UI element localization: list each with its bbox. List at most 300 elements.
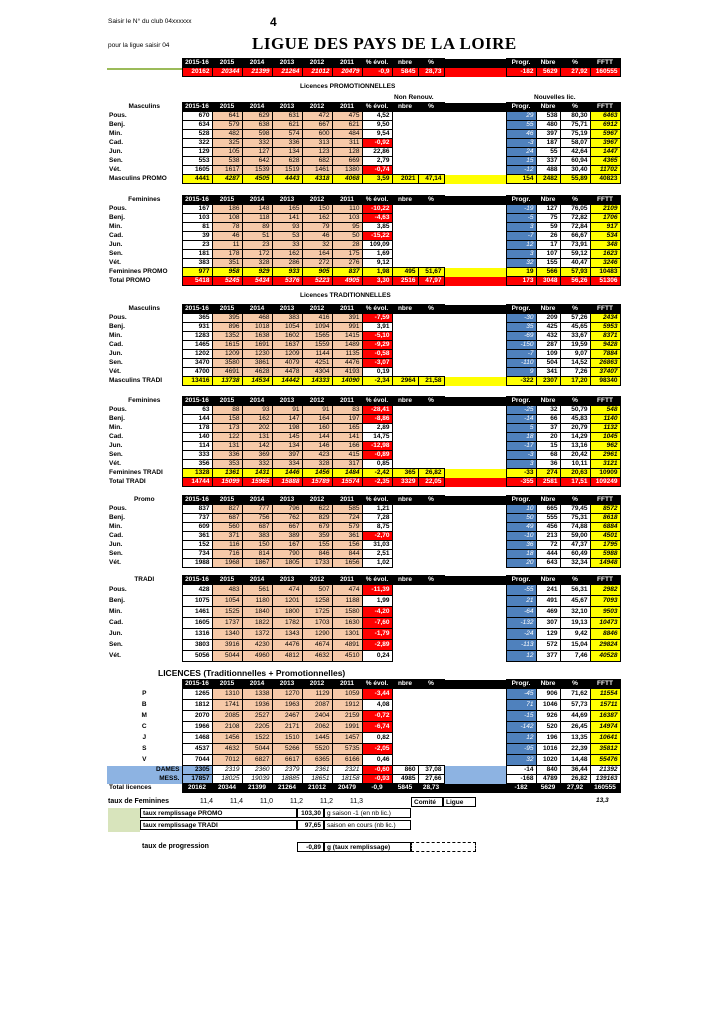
- cell-5: 144: [302, 433, 332, 442]
- cell-12: 72,82: [560, 214, 590, 223]
- cell-5: 2012: [302, 496, 332, 505]
- cell-11: 643: [536, 559, 560, 568]
- cell-9: [418, 415, 444, 424]
- all-licences-table-header: [107, 680, 620, 689]
- cell-1: 63: [182, 406, 212, 415]
- cell-7: -0,72: [362, 711, 392, 722]
- cell-4: 2013: [272, 576, 302, 585]
- cell-12: 42,64: [560, 148, 590, 157]
- cell-2: 351: [212, 259, 242, 268]
- cell-2: 186: [212, 205, 242, 214]
- promo-fem-table-row: [107, 214, 620, 223]
- cell-12: 47,37: [560, 541, 590, 550]
- cell-7: 2,89: [362, 424, 392, 433]
- cell-11: 480: [536, 121, 560, 130]
- tradi-sum-table-row: [107, 618, 620, 629]
- cell-7: 1,99: [362, 596, 392, 607]
- promo-sum-table-row: [107, 550, 620, 559]
- cell-13: 51306: [590, 277, 620, 286]
- cell-2: 11: [212, 241, 242, 250]
- cell-0: Benj.: [109, 514, 125, 521]
- cell-3: 328: [242, 259, 272, 268]
- tradi-masc-table-row: [107, 368, 620, 377]
- cell-6: 311: [332, 139, 362, 148]
- cell-1: 734: [182, 550, 212, 559]
- all-licences-table-row: [107, 733, 620, 744]
- cell-13: 11554: [590, 689, 620, 700]
- cell-13: 10641: [590, 733, 620, 744]
- cell-9: %: [418, 305, 444, 314]
- cell-8: 2021: [392, 175, 418, 184]
- cell-5: 272: [302, 259, 332, 268]
- cell-0: Masculins: [107, 103, 182, 112]
- cell-6: 1301: [332, 629, 362, 640]
- cell-8: [392, 514, 418, 523]
- cell-0: TRADI: [107, 576, 182, 585]
- cell-4: 1510: [272, 733, 302, 744]
- cell-0: Cad.: [109, 619, 124, 626]
- cell-2: 2108: [212, 722, 242, 733]
- cell-1: 2015-16: [182, 103, 212, 112]
- taux-tradi-note: saison en cours (nb lic.): [324, 820, 411, 830]
- cell-10: -110: [506, 359, 536, 368]
- cell-8: [392, 166, 418, 175]
- cell-5: 2012: [302, 103, 332, 112]
- cell-6: 4510: [332, 651, 362, 662]
- cell-4: 53: [272, 232, 302, 241]
- cell-10: -168: [506, 775, 536, 784]
- cell-11: 2307: [536, 377, 560, 386]
- cell-13: 917: [590, 223, 620, 232]
- cell-11: 469: [536, 607, 560, 618]
- cell-0: Cad.: [109, 341, 124, 348]
- cell-7: 8,75: [362, 523, 392, 532]
- tradi-fem-table-total: [107, 469, 620, 478]
- all-licences-table-mess: [107, 775, 620, 784]
- cell-7: % évol.: [362, 397, 392, 406]
- cell-5: 1733: [302, 559, 332, 568]
- cell-6: 484: [332, 130, 362, 139]
- cell-13: 37407: [590, 368, 620, 377]
- cell-0: M: [141, 712, 147, 719]
- cell-10: -15: [506, 711, 536, 722]
- cell-2: 2015: [212, 496, 242, 505]
- cell-6: 1415: [332, 332, 362, 341]
- cell-2: 2015: [212, 397, 242, 406]
- cell-1: 4700: [182, 368, 212, 377]
- cell-12: 27,92: [560, 784, 590, 793]
- cell-0: Min.: [109, 130, 122, 137]
- cell-11: 444: [536, 550, 560, 559]
- cell-0: Pous.: [109, 406, 127, 413]
- cell-10: Progr.: [506, 576, 536, 585]
- cell-6: 5735: [332, 744, 362, 755]
- cell-11: 1016: [536, 744, 560, 755]
- cell-5: 328: [302, 460, 332, 469]
- cell-3: 14534: [242, 377, 272, 386]
- cell-3: 21399: [242, 68, 272, 77]
- promo-sum-table-row: [107, 532, 620, 541]
- cell-0: Vét.: [109, 652, 121, 659]
- cell-5: 600: [302, 130, 332, 139]
- tradi-masc-table-total: [107, 377, 620, 386]
- cell-13: 2982: [590, 585, 620, 596]
- cell-10: 32: [506, 259, 536, 268]
- cell-9: [418, 232, 444, 241]
- cell-6: 1188: [332, 596, 362, 607]
- cell-4: 145: [272, 433, 302, 442]
- cell-8: [392, 406, 418, 415]
- promo-sum-table-row: [107, 559, 620, 568]
- cell-4: 2379: [272, 766, 302, 775]
- cell-1: 1605: [182, 166, 212, 175]
- cell-7: -1,79: [362, 629, 392, 640]
- cell-5: 667: [302, 121, 332, 130]
- cell-4: 2013: [272, 680, 302, 689]
- cell-5: 2012: [302, 576, 332, 585]
- cell-0: Jun.: [109, 148, 123, 155]
- cell-6: 474: [332, 585, 362, 596]
- cell-2: 325: [212, 139, 242, 148]
- cell-13: 160555: [590, 784, 620, 793]
- cell-10: Progr.: [506, 397, 536, 406]
- cell-11: 926: [536, 711, 560, 722]
- cell-12: 58,07: [560, 139, 590, 148]
- cell-5: 2012: [302, 59, 332, 68]
- cell-9: [418, 460, 444, 469]
- cell-11: 107: [536, 250, 560, 259]
- cell-10: -95: [506, 744, 536, 755]
- cell-6: 128: [332, 148, 362, 157]
- cell-12: %: [560, 305, 590, 314]
- promo-fem-table-grand-total: [107, 277, 620, 286]
- cell-7: -28,41: [362, 406, 392, 415]
- cell-0: Min.: [109, 523, 122, 530]
- cell-3: 1539: [242, 166, 272, 175]
- cell-10: 10: [506, 505, 536, 514]
- cell-7: -3,44: [362, 689, 392, 700]
- cell-7: % évol.: [362, 496, 392, 505]
- cell-13: 4501: [590, 532, 620, 541]
- cell-0: Vét.: [109, 368, 121, 375]
- cell-12: 14,52: [560, 359, 590, 368]
- cell-8: [392, 523, 418, 532]
- cell-6: 1059: [332, 689, 362, 700]
- cell-3: 332: [242, 139, 272, 148]
- cell-3: 1522: [242, 733, 272, 744]
- cell-3: 6827: [242, 755, 272, 766]
- tradi-masc-table: [107, 304, 621, 386]
- cell-9: 27,66: [418, 775, 444, 784]
- cell-8: [392, 559, 418, 568]
- cell-5: 123: [302, 148, 332, 157]
- cell-1: 17857: [182, 775, 212, 784]
- cell-4: 2013: [272, 196, 302, 205]
- cell-3: 2014: [242, 576, 272, 585]
- gap-cell: [444, 232, 506, 241]
- cell-10: -30: [506, 314, 536, 323]
- cell-3: 172: [242, 250, 272, 259]
- cell-2: 1741: [212, 700, 242, 711]
- cell-6: 4891: [332, 640, 362, 651]
- all-licences-table-row: [107, 700, 620, 711]
- cell-0: Sen.: [109, 157, 123, 164]
- cell-4: 1270: [272, 689, 302, 700]
- cell-6: 585: [332, 505, 362, 514]
- gap-cell: [444, 424, 506, 433]
- cell-4: 621: [272, 121, 302, 130]
- cell-6: 317: [332, 460, 362, 469]
- cell-2: 641: [212, 112, 242, 121]
- tradi-masc-table-header: [107, 305, 620, 314]
- cell-12: 20,79: [560, 424, 590, 433]
- cell-3: 118: [242, 214, 272, 223]
- gap-cell: [444, 784, 506, 793]
- cell-8: nbre: [392, 680, 418, 689]
- cell-6: 669: [332, 157, 362, 166]
- cell-6: 15574: [332, 478, 362, 487]
- cell-6: 110: [332, 205, 362, 214]
- cell-8: [392, 460, 418, 469]
- cell-4: 1519: [272, 166, 302, 175]
- cell-1: 20162: [182, 68, 212, 77]
- cell-5: 1129: [302, 689, 332, 700]
- gap-cell: [444, 157, 506, 166]
- cell-5: 2012: [302, 196, 332, 205]
- cell-9: [418, 433, 444, 442]
- cell-1: 129: [182, 148, 212, 157]
- cell-1: 2015-16: [182, 305, 212, 314]
- cell-5: 2062: [302, 722, 332, 733]
- cell-7: 0,85: [362, 460, 392, 469]
- cell-10: 154: [506, 175, 536, 184]
- cell-11: 665: [536, 505, 560, 514]
- cell-7: % évol.: [362, 576, 392, 585]
- cell-5: 1456: [302, 469, 332, 478]
- cell-12: 75,71: [560, 121, 590, 130]
- cell-10: 55: [506, 121, 536, 130]
- promo-fem-table-row: [107, 223, 620, 232]
- cell-12: 22,39: [560, 744, 590, 755]
- cell-3: 131: [242, 433, 272, 442]
- promo-fem-table-row: [107, 250, 620, 259]
- gap-cell: [444, 550, 506, 559]
- cell-11: 906: [536, 689, 560, 700]
- cell-5: 4632: [302, 651, 332, 662]
- cell-6: 276: [332, 259, 362, 268]
- cell-9: [418, 651, 444, 662]
- taux-feminines-value: 11,2: [289, 798, 303, 805]
- cell-8: [392, 640, 418, 651]
- cell-1: 13416: [182, 377, 212, 386]
- cell-0: Benj.: [109, 597, 125, 604]
- cell-0: Benj.: [109, 214, 125, 221]
- cell-12: 19,59: [560, 341, 590, 350]
- gap-cell: [444, 205, 506, 214]
- cell-8: [392, 341, 418, 350]
- cell-6: 1484: [332, 469, 362, 478]
- cell-9: [418, 166, 444, 175]
- cell-5: 6365: [302, 755, 332, 766]
- gap-cell: [444, 514, 506, 523]
- cell-7: -3,07: [362, 359, 392, 368]
- gap-cell: [444, 196, 506, 205]
- cell-2: 687: [212, 514, 242, 523]
- cell-1: 81: [182, 223, 212, 232]
- cell-3: 756: [242, 514, 272, 523]
- taux-progression-value: -0,89: [297, 842, 324, 852]
- cell-4: 796: [272, 505, 302, 514]
- cell-1: 1202: [182, 350, 212, 359]
- cell-13: 10909: [590, 469, 620, 478]
- cell-13: 2961: [590, 451, 620, 460]
- cell-10: -355: [506, 478, 536, 487]
- cell-0: DAMES: [107, 766, 182, 775]
- cell-8: [392, 368, 418, 377]
- promo-sum-table-row: [107, 523, 620, 532]
- cell-7: -15,22: [362, 232, 392, 241]
- cell-11: Nbre: [536, 196, 560, 205]
- promo-masc-table-total: [107, 175, 620, 184]
- promo-sum-table-header: [107, 496, 620, 505]
- gap-cell: [444, 460, 506, 469]
- cell-12: 14,48: [560, 755, 590, 766]
- cell-4: 18885: [272, 775, 302, 784]
- cell-10: 173: [506, 277, 536, 286]
- cell-11: 572: [536, 640, 560, 651]
- cell-0: Pous.: [109, 205, 127, 212]
- cell-5: 2012: [302, 397, 332, 406]
- cell-0: Min.: [109, 332, 122, 339]
- cell-6: 2011: [332, 496, 362, 505]
- cell-9: [418, 241, 444, 250]
- cell-3: 2360: [242, 766, 272, 775]
- cell-1: 931: [182, 323, 212, 332]
- cell-5: 1559: [302, 341, 332, 350]
- cell-8: 495: [392, 268, 418, 277]
- cell-13: 5953: [590, 323, 620, 332]
- cell-10: 3: [506, 460, 536, 469]
- cell-13: 5988: [590, 550, 620, 559]
- gap-cell: [444, 368, 506, 377]
- cell-8: [392, 744, 418, 755]
- cell-5: 4318: [302, 175, 332, 184]
- cell-10: -24: [506, 629, 536, 640]
- cell-11: 504: [536, 359, 560, 368]
- cell-9: [418, 214, 444, 223]
- cell-8: 4985: [392, 775, 418, 784]
- cell-13: 6463: [590, 112, 620, 121]
- cell-0: Sen.: [109, 250, 123, 257]
- cell-8: [392, 629, 418, 640]
- cell-9: [418, 350, 444, 359]
- cell-8: [392, 121, 418, 130]
- cell-12: 57,73: [560, 700, 590, 711]
- promo-fem-table-header: [107, 196, 620, 205]
- gap-cell: [444, 496, 506, 505]
- cell-1: 167: [182, 205, 212, 214]
- promo-masc-table-row: [107, 157, 620, 166]
- cell-10: Progr.: [506, 496, 536, 505]
- gap-cell: [444, 689, 506, 700]
- all-licences-table-total: [107, 784, 620, 793]
- cell-2: 1615: [212, 341, 242, 350]
- cell-7: -4,20: [362, 607, 392, 618]
- cell-12: 9,07: [560, 350, 590, 359]
- cell-11: 538: [536, 112, 560, 121]
- cell-5: 2012: [302, 305, 332, 314]
- gap-cell: [444, 175, 506, 184]
- cell-11: 109: [536, 350, 560, 359]
- cell-7: -0,74: [362, 166, 392, 175]
- cell-12: 44,69: [560, 711, 590, 722]
- cell-1: 4537: [182, 744, 212, 755]
- cell-2: 1525: [212, 607, 242, 618]
- cell-12: 17,20: [560, 377, 590, 386]
- cell-7: 1,02: [362, 559, 392, 568]
- tradi-fem-table-header: [107, 397, 620, 406]
- cell-2: 4632: [212, 744, 242, 755]
- gap-cell: [444, 442, 506, 451]
- cell-3: 1822: [242, 618, 272, 629]
- cell-13: 2109: [590, 205, 620, 214]
- cell-9: [418, 323, 444, 332]
- promo-masc-table-row: [107, 139, 620, 148]
- cell-4: 1209: [272, 350, 302, 359]
- cell-11: Nbre: [536, 496, 560, 505]
- all-licences-table-row: [107, 755, 620, 766]
- cell-13: 8572: [590, 505, 620, 514]
- cell-11: 32: [536, 406, 560, 415]
- gap-cell: [444, 415, 506, 424]
- cell-3: 15965: [242, 478, 272, 487]
- cell-10: 12: [506, 241, 536, 250]
- cell-8: [392, 618, 418, 629]
- cell-10: -7: [506, 350, 536, 359]
- promo-masc-table-row: [107, 130, 620, 139]
- cell-0: Cad.: [109, 139, 124, 146]
- cell-0: Promo: [107, 496, 182, 505]
- cell-2: 1456: [212, 733, 242, 744]
- cell-13: 962: [590, 442, 620, 451]
- cell-10: 29: [506, 112, 536, 121]
- cell-7: -0,9: [362, 784, 392, 793]
- cell-6: 4905: [332, 277, 362, 286]
- cell-5: 146: [302, 442, 332, 451]
- cell-11: 17: [536, 241, 560, 250]
- cell-13: 1045: [590, 433, 620, 442]
- cell-0: Min.: [109, 424, 122, 431]
- gap-cell: [444, 68, 506, 77]
- cell-8: nbre: [392, 103, 418, 112]
- cell-3: 561: [242, 585, 272, 596]
- cell-5: 155: [302, 541, 332, 550]
- cell-10: 50: [506, 514, 536, 523]
- cell-3: 1230: [242, 350, 272, 359]
- cell-3: 642: [242, 157, 272, 166]
- gap-cell: [444, 629, 506, 640]
- cell-9: 51,67: [418, 268, 444, 277]
- cell-3: 93: [242, 406, 272, 415]
- cell-12: 80,30: [560, 112, 590, 121]
- cell-5: 164: [302, 250, 332, 259]
- cell-6: 14090: [332, 377, 362, 386]
- cell-7: -0,92: [362, 139, 392, 148]
- cell-7: 7,28: [362, 514, 392, 523]
- cell-13: FFTT: [590, 576, 620, 585]
- cell-6: 2011: [332, 305, 362, 314]
- cell-9: [418, 550, 444, 559]
